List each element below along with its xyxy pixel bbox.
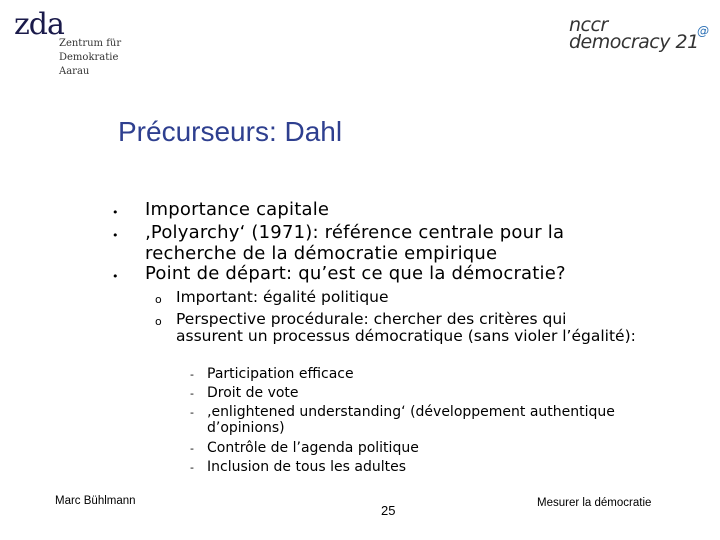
nccr-logo-line2: democracy 21	[569, 31, 699, 53]
criterion-item: Participation efficace	[207, 366, 354, 382]
dash-bullet-icon: -	[190, 442, 194, 455]
bullet-item: Importance capitale	[145, 199, 330, 220]
dash-bullet-icon: -	[190, 406, 194, 419]
criterion-item: Contrôle de l’agenda politique	[207, 440, 419, 456]
zda-logo-line: Aarau	[59, 66, 90, 77]
bullet-dot-icon: •	[112, 229, 119, 242]
sub-bullet-item: Important: égalité politique	[176, 288, 389, 306]
dash-bullet-icon: -	[190, 461, 194, 474]
dash-bullet-icon: -	[190, 368, 194, 381]
criterion-item: ‚enlightened understanding‘ (développement authentique d’opinions)	[207, 404, 615, 436]
sub-bullet-circle-icon: o	[155, 315, 162, 328]
zda-logo-line: Demokratie	[59, 52, 119, 63]
dash-bullet-icon: -	[190, 387, 194, 400]
nccr-logo-at: @	[697, 24, 709, 38]
bullet-dot-icon: •	[112, 206, 119, 219]
criterion-item: Inclusion de tous les adultes	[207, 459, 407, 475]
nccr-logo-line1: nccr	[569, 14, 608, 36]
bullet-item: Point de départ: qu’est ce que la démocratie?	[145, 263, 566, 284]
sub-bullet-circle-icon: o	[155, 293, 162, 306]
sub-bullet-item: Perspective procédurale: chercher des critères qui assurent un processus démocratique (sans violer l’égalité):	[176, 310, 636, 345]
zda-logo-line: Zentrum für	[59, 38, 122, 49]
criterion-item: Droit de vote	[207, 385, 299, 401]
footer-topic: Mesurer la démocratie	[537, 497, 652, 509]
zda-logo-mark: zda	[14, 7, 64, 42]
bullet-dot-icon: •	[112, 270, 119, 283]
bullet-item: ‚Polyarchy‘ (1971): référence centrale pour la recherche de la démocratie empirique	[145, 222, 565, 264]
zda-logo-text	[59, 37, 121, 79]
slide-title: Précurseurs: Dahl	[118, 116, 343, 147]
footer-author: Marc Bühlmann	[55, 495, 136, 507]
page-number: 25	[381, 503, 396, 518]
